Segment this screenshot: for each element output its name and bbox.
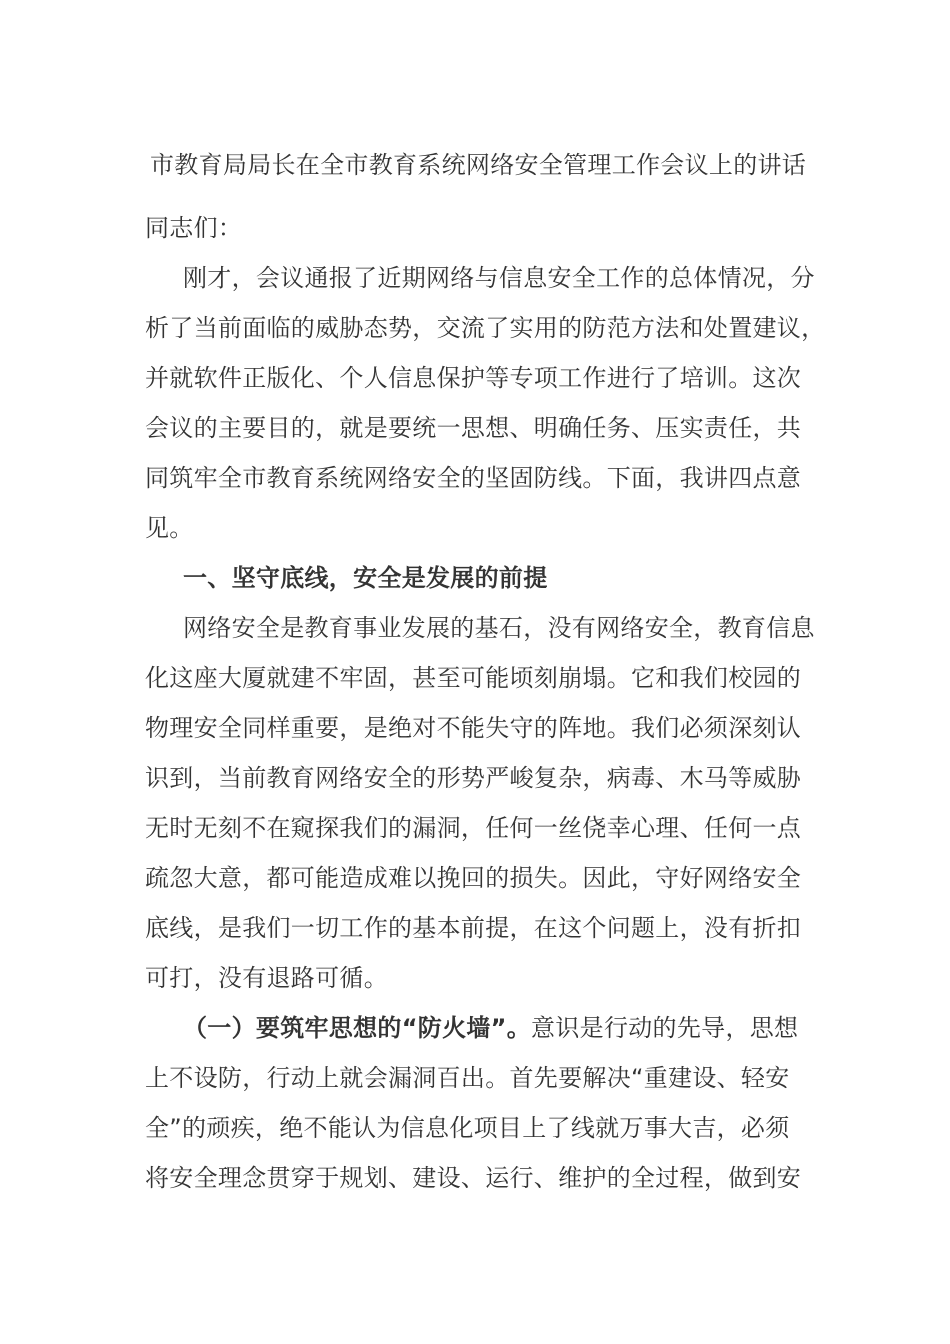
paragraph-line: 可打，没有退路可循。: [145, 964, 388, 992]
paragraph-line: 无时无刻不在窥探我们的漏洞，任何一丝侥幸心理、任何一点: [145, 814, 802, 842]
salutation: 同志们：: [145, 214, 243, 242]
paragraph-line: 刚才，会议通报了近期网络与信息安全工作的总体情况，分: [183, 264, 815, 292]
paragraph-section1: [145, 603, 825, 1003]
paragraph-line: 同筑牢全市教育系统网络安全的坚固防线。下面，我讲四点意: [145, 464, 802, 492]
paragraph-line: 见。: [145, 514, 194, 542]
paragraph-line: 底线，是我们一切工作的基本前提，在这个问题上，没有折扣: [145, 914, 802, 942]
paragraph-intro: [145, 253, 825, 553]
paragraph-subsection1: [145, 1003, 825, 1203]
document-title: 市教育局局长在全市教育系统网络安全管理工作会议上的讲话: [150, 151, 807, 179]
paragraph-line: 识到，当前教育网络安全的形势严峻复杂，病毒、木马等威胁: [145, 764, 802, 792]
document-body: [145, 203, 825, 1203]
paragraph-text: 意识是行动的先导，思想: [531, 1014, 799, 1042]
paragraph-line: 化这座大厦就建不牢固，甚至可能顷刻崩塌。它和我们校园的: [145, 664, 802, 692]
paragraph-line: 物理安全同样重要，是绝对不能失守的阵地。我们必须深刻认: [145, 714, 802, 742]
subsection-heading: （一）要筑牢思想的“防火墙”。: [183, 1014, 532, 1042]
paragraph-line: 上不设防，行动上就会漏洞百出。首先要解决“重建设、轻安: [145, 1064, 790, 1092]
paragraph-line: 析了当前面临的威胁态势，交流了实用的防范方法和处置建议，: [145, 314, 826, 342]
paragraph-line: 网络安全是教育事业发展的基石，没有网络安全，教育信息: [183, 614, 815, 642]
section-heading: 一、坚守底线，安全是发展的前提: [183, 564, 548, 592]
paragraph-line: 会议的主要目的，就是要统一思想、明确任务、压实责任，共: [145, 414, 802, 442]
paragraph-line: 将安全理念贯穿于规划、建设、运行、维护的全过程，做到安: [145, 1164, 802, 1192]
paragraph-line: [145, 1003, 825, 1053]
paragraph-line: 疏忽大意，都可能造成难以挽回的损失。因此，守好网络安全: [145, 864, 802, 892]
paragraph-line: 并就软件正版化、个人信息保护等专项工作进行了培训。这次: [145, 364, 802, 392]
paragraph-line: 全”的顽疾，绝不能认为信息化项目上了线就万事大吉，必须: [145, 1114, 790, 1142]
